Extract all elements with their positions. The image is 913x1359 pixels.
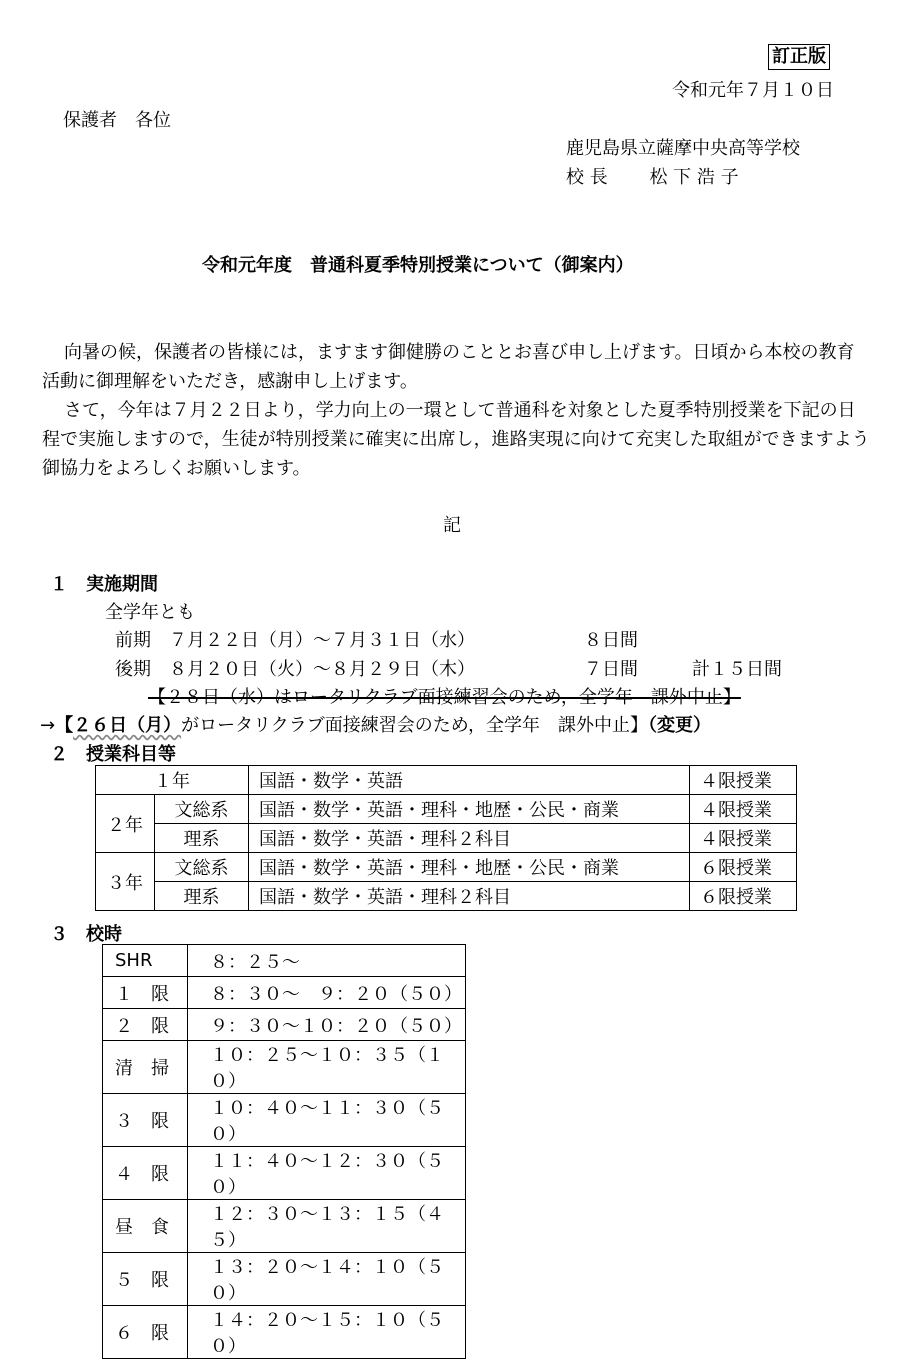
- periods-cell: ４限授業: [690, 795, 797, 824]
- periods-cell: ６限授業: [690, 853, 797, 882]
- school-name: 鹿児島県立薩摩中央高等学校: [566, 138, 800, 159]
- greeting-paragraph: 向暑の候，保護者の皆様には，ますます御健勝のこととお喜び申し上げます。日頃から本校の教育活動に御理解をいただき，感謝申し上げます。: [42, 342, 855, 392]
- subjects-cell: 国語・数学・英語・理科・地歴・公民・商業: [249, 853, 690, 882]
- section3-heading: 校時: [86, 924, 122, 945]
- period-time: １１：４０～１２：３０（５０）: [188, 1147, 466, 1200]
- principal-name: 校 長 松 下 浩 子: [566, 167, 739, 188]
- table-row: [103, 1147, 466, 1200]
- all-grades-label: 全学年とも: [105, 602, 195, 623]
- subjects-table: [95, 765, 797, 911]
- period-label: SHR: [103, 945, 188, 977]
- track-cell: 理系: [155, 824, 249, 853]
- period-label: ２ 限: [103, 1009, 188, 1041]
- table-row: [103, 945, 466, 977]
- revised-edition-badge: 訂正版: [768, 44, 830, 70]
- grade-cell: １年: [96, 766, 249, 795]
- section2-number: ２: [50, 744, 68, 765]
- first-term-dates: 前期 ７月２２日（月）～７月３１日（水）: [115, 630, 475, 651]
- period-time: ８：３０～ ９：２０（５０）: [188, 977, 466, 1009]
- period-time: ８：２５～: [188, 945, 466, 977]
- table-row: [103, 1200, 466, 1253]
- period-time: １２：３０～１３：１５（４５）: [188, 1200, 466, 1253]
- recipient: 保護者 各位: [63, 110, 171, 131]
- section2-heading: 授業科目等: [86, 744, 176, 765]
- table-row: [103, 977, 466, 1009]
- period-time: ９：３０～１０：２０（５０）: [188, 1009, 466, 1041]
- period-label: ４ 限: [103, 1147, 188, 1200]
- table-row: [96, 853, 797, 882]
- periods-cell: ６限授業: [690, 882, 797, 911]
- new-note-bracket: 【: [55, 715, 74, 736]
- period-time: １０：４０～１１：３０（５０）: [188, 1094, 466, 1147]
- total-days: 計１５日間: [692, 659, 782, 680]
- section3-number: ３: [50, 924, 68, 945]
- period-label: ３ 限: [103, 1094, 188, 1147]
- subjects-cell: 国語・数学・英語・理科２科目: [249, 882, 690, 911]
- arrow-icon: →: [40, 715, 56, 736]
- subjects-cell: 国語・数学・英語: [249, 766, 690, 795]
- section1-heading: 実施期間: [86, 574, 158, 595]
- track-cell: 文総系: [155, 795, 249, 824]
- period-label: １ 限: [103, 977, 188, 1009]
- new-note-day: ２６日（月）: [73, 715, 182, 736]
- period-label: 清 掃: [103, 1041, 188, 1094]
- grade-cell: ２年: [96, 795, 155, 853]
- main-paragraph: さて，今年は７月２２日より，学力向上の一環として普通科を対象とした夏季特別授業を下記の日程で実施しますので，生徒が特別授業に確実に出席し，進路実現に向けて充実した取組ができますよう御協力をよろしくお願いします。: [42, 400, 870, 479]
- schedule-table: [102, 944, 466, 1359]
- track-cell: 理系: [155, 882, 249, 911]
- second-term-days: ７日間: [584, 659, 638, 680]
- table-row: [96, 824, 797, 853]
- period-time: １４：２０～１５：１０（５０）: [188, 1306, 466, 1359]
- first-term-days: ８日間: [584, 630, 638, 651]
- period-label: ５ 限: [103, 1253, 188, 1306]
- second-term-dates: 後期 ８月２０日（火）～８月２９日（木）: [115, 659, 475, 680]
- periods-cell: ４限授業: [690, 766, 797, 795]
- issue-date: 令和元年７月１０日: [672, 80, 834, 101]
- table-row: [103, 1041, 466, 1094]
- cancelled-note: 【２８日（水）はロータリクラブ面接練習会のため，全学年 課外中止】: [148, 687, 741, 708]
- subjects-cell: 国語・数学・英語・理科・地歴・公民・商業: [249, 795, 690, 824]
- new-note-text: がロータリクラブ面接練習会のため，全学年 課外中止】: [181, 715, 649, 736]
- table-row: [96, 795, 797, 824]
- document-title: 令和元年度 普通科夏季特別授業について（御案内）: [202, 255, 634, 276]
- revision-note: [40, 711, 711, 737]
- track-cell: 文総系: [155, 853, 249, 882]
- ki-heading: 記: [443, 515, 461, 536]
- table-row: [96, 882, 797, 911]
- period-time: １０：２５～１０：３５（１０）: [188, 1041, 466, 1094]
- table-row: [103, 1306, 466, 1359]
- period-time: １３：２０～１４：１０（５０）: [188, 1253, 466, 1306]
- period-label: ６ 限: [103, 1306, 188, 1359]
- periods-cell: ４限授業: [690, 824, 797, 853]
- table-row: [103, 1094, 466, 1147]
- period-label: 昼 食: [103, 1200, 188, 1253]
- table-row: [103, 1253, 466, 1306]
- table-row: [96, 766, 797, 795]
- grade-cell: ３年: [96, 853, 155, 911]
- table-row: [103, 1009, 466, 1041]
- change-label: （変更）: [648, 715, 712, 736]
- section1-number: １: [50, 574, 68, 595]
- subjects-cell: 国語・数学・英語・理科２科目: [249, 824, 690, 853]
